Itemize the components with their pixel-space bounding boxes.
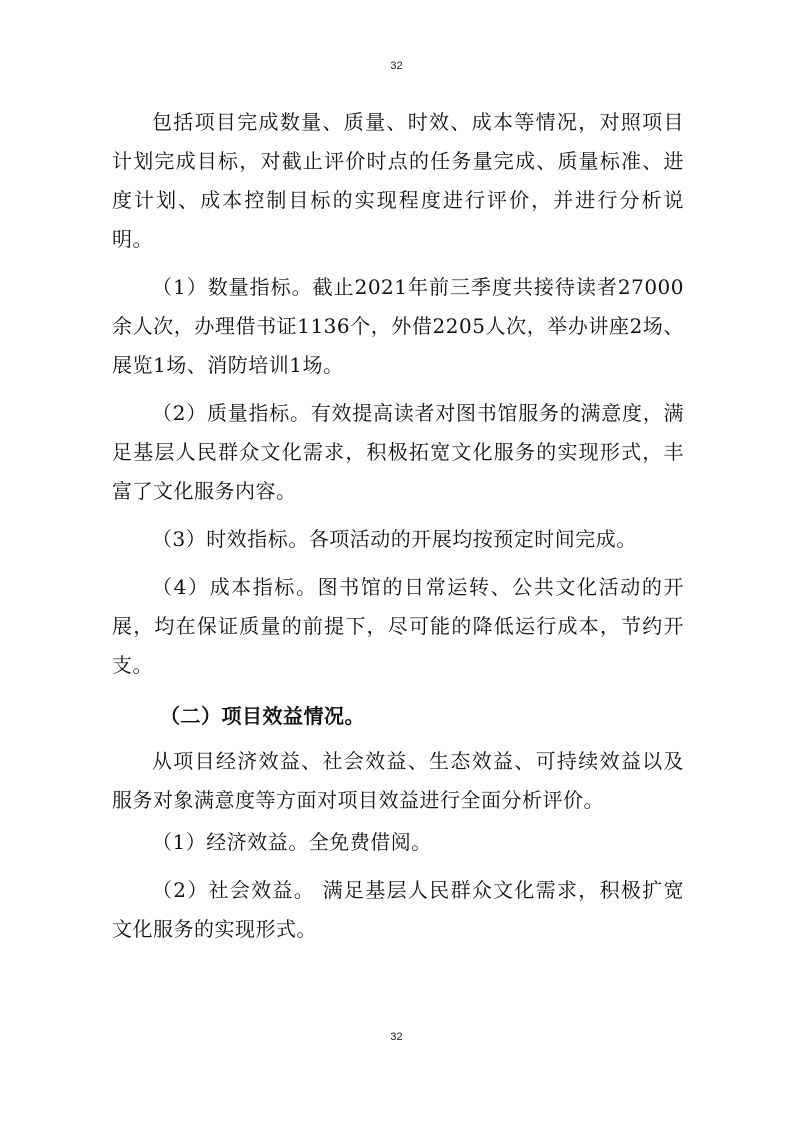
paragraph-quantity-indicator: （1）数量指标。截止2021年前三季度共接待读者27000余人次，办理借书证1136个，外借2205人次，举办讲座2场、展览1场、消防培训1场。	[112, 275, 684, 377]
paragraph-timeliness-indicator: （3）时效指标。各项活动的开展均按预定时间完成。	[152, 527, 637, 551]
paragraph-economic-benefit: （1）经济效益。全免费借阅。	[152, 830, 432, 854]
paragraph-cost-indicator: （4）成本指标。图书馆的日常运转、公共文化活动的开展，均在保证质量的前提下，尽可能的降低运行成本，节约开支。	[112, 575, 684, 677]
paragraph-quality-indicator: （2）质量指标。有效提高读者对图书馆服务的满意度，满足基层人民群众文化需求，积极拓宽文化服务的实现形式，丰富了文化服务内容。	[112, 401, 684, 503]
paragraph-benefits-intro: 从项目经济效益、社会效益、生态效益、可持续效益以及服务对象满意度等方面对项目效益进行全面分析评价。	[112, 749, 684, 812]
document-body	[112, 103, 684, 949]
paragraph-intro: 包括项目完成数量、质量、时效、成本等情况，对照项目计划完成目标，对截止评价时点的任务量完成、质量标准、进度计划、成本控制目标的实现程度进行评价，并进行分析说明。	[112, 110, 684, 251]
section-heading-benefits: （二）项目效益情况。	[160, 704, 365, 728]
page-number-bottom: 32	[390, 1031, 403, 1043]
paragraph-social-benefit: （2）社会效益。 满足基层人民群众文化需求，积极扩宽文化服务的实现形式。	[112, 878, 684, 941]
page-number-top: 32	[390, 60, 403, 72]
